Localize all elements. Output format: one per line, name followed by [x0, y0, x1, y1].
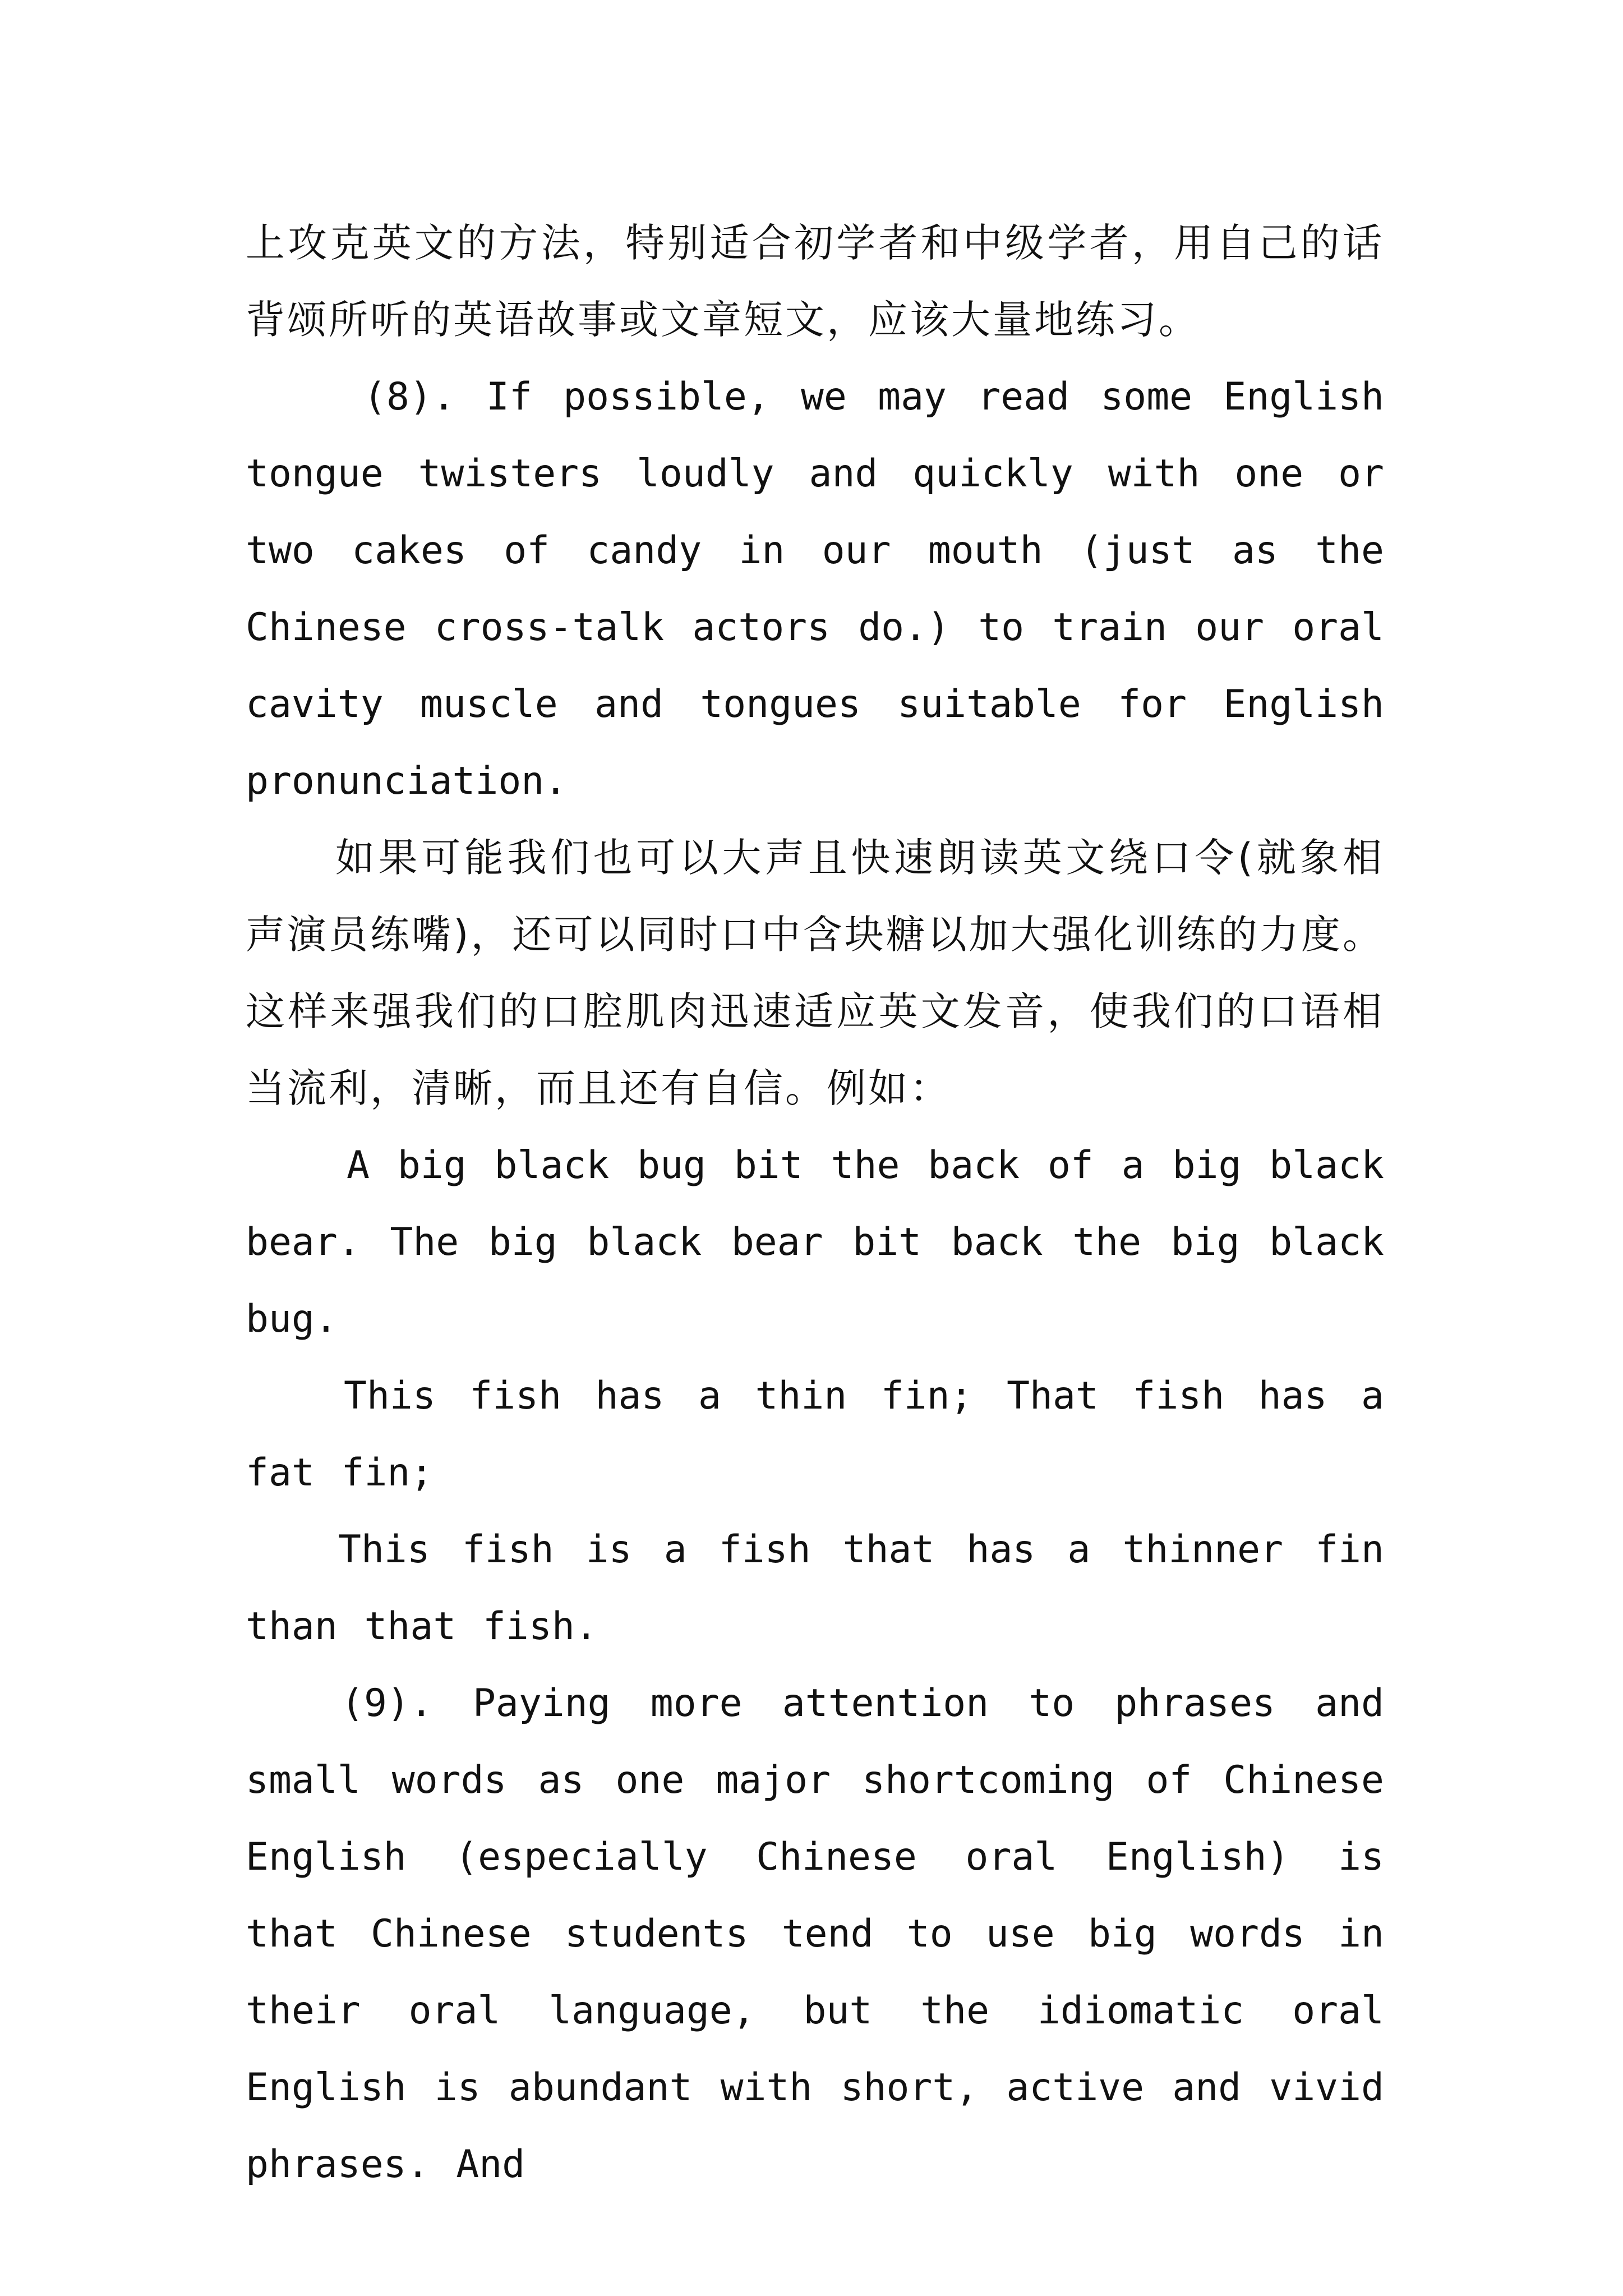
paragraph-chinese-method: 上攻克英文的方法，特别适合初学者和中级学者，用自己的话背颂所听的英语故事或文章短文，应该大量地练习。	[246, 220, 1384, 343]
document-body	[246, 205, 1384, 2203]
paragraph-chinese-tongue-twisters: 如果可能我们也可以大声且快速朗读英文绕口令(就象相声演员练嘴)，还可以同时口中含块糖以加大强化训练的力度。这样来强我们的口腔肌肉迅速适应英文发音，使我们的口语相当流利，清晰，而且还有自信。例如：	[246, 835, 1384, 1111]
example-thin-fin: This fish has a thin fin; That fish has a fat fin;	[246, 1374, 1384, 1495]
paragraph-phrases-small-words: (9). Paying more attention to phrases and small words as one major shortcoming of Chinese English (especially Chinese oral English) is that Chinese students tend to use big words in their oral language, but the idiomatic oral English is abundant with short, active and vivid phrases. And	[246, 1681, 1384, 2187]
paragraph-tongue-twisters: (8). If possible, we may read some English tongue twisters loudly and quickly with one or two cakes of candy in our mouth (just as the Chinese cross-talk actors do.) to train our oral cavity muscle and tongues suitable for English pronunciation.	[246, 375, 1384, 803]
example-black-bug: A big black bug bit the back of a big black bear. The big black bear bit back the big black bug.	[246, 1143, 1384, 1341]
example-thinner-fin: This fish is a fish that has a thinner fin than that fish.	[246, 1527, 1384, 1649]
